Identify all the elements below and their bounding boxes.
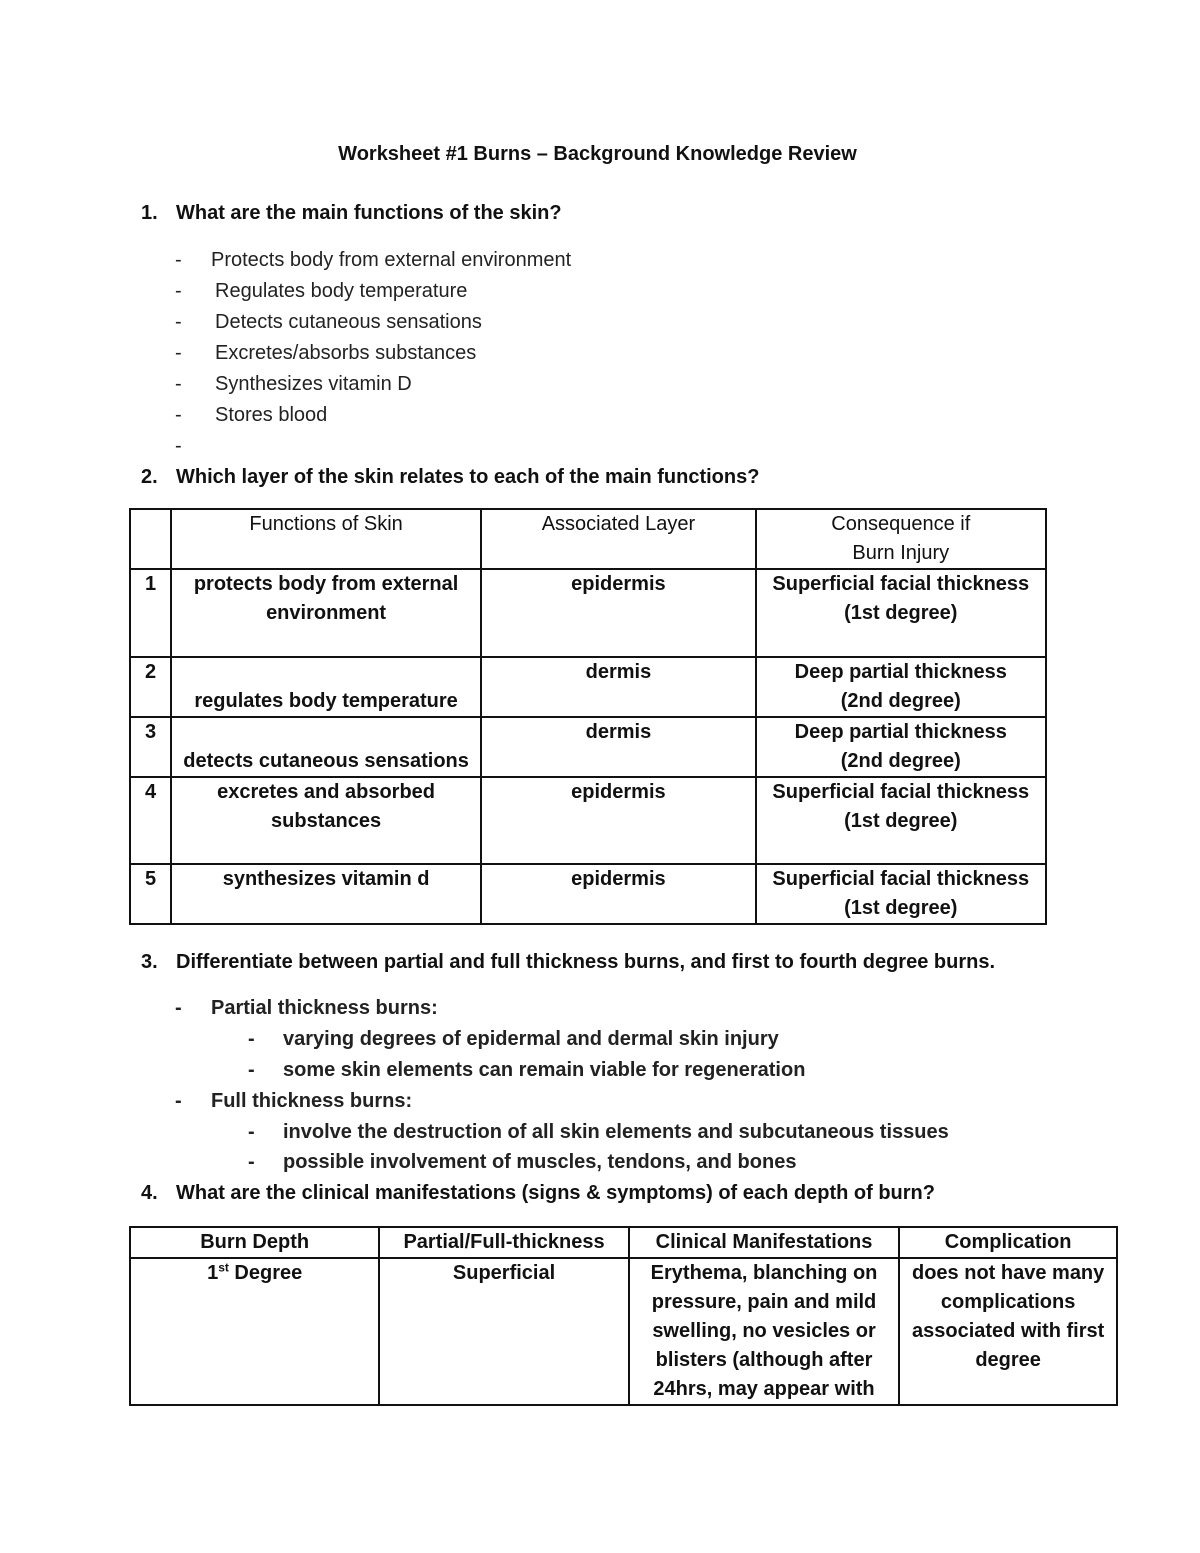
- table-row: [130, 569, 1046, 657]
- depth-cell: 1st Degree: [130, 1258, 379, 1405]
- consequence-cell: Deep partial thickness (2nd degree): [756, 717, 1046, 777]
- dash-bullet-icon: -: [248, 1151, 255, 1173]
- function-cell: excretes and absorbed substances: [171, 777, 481, 864]
- header-cell: Partial/Full-thickness: [379, 1227, 628, 1258]
- table-header-row: [130, 509, 1046, 569]
- function-cell: detects cutaneous sensations: [171, 717, 481, 777]
- question-number: 3.: [141, 951, 158, 973]
- table-row: [130, 1258, 1117, 1405]
- thickness-cell: Superficial: [379, 1258, 628, 1405]
- row-index: 4: [130, 777, 171, 864]
- header-cell: Associated Layer: [481, 509, 755, 569]
- page-title: Worksheet #1 Burns – Background Knowledge Review: [338, 143, 857, 165]
- question-text: What are the main functions of the skin?: [176, 202, 562, 224]
- table-row: [130, 717, 1046, 777]
- layer-cell: dermis: [481, 717, 755, 777]
- dash-bullet-icon: -: [248, 1121, 255, 1143]
- function-cell: protects body from external environment: [171, 569, 481, 657]
- question-text: Differentiate between partial and full thickness burns, and first to fourth degree burns.: [176, 951, 996, 973]
- row-index: 5: [130, 864, 171, 924]
- dash-bullet-icon: -: [175, 373, 182, 395]
- consequence-cell: Deep partial thickness (2nd degree): [756, 657, 1046, 717]
- table-header-row: [130, 1227, 1117, 1258]
- dash-bullet-icon: -: [175, 249, 182, 271]
- skin-functions-table: [129, 508, 1047, 925]
- question-1: [141, 202, 562, 225]
- layer-cell: epidermis: [481, 569, 755, 657]
- row-index: 2: [130, 657, 171, 717]
- dash-bullet-icon: -: [175, 1090, 182, 1112]
- complication-cell: does not have many complications associated with first degree: [899, 1258, 1117, 1405]
- header-cell: Consequence if Burn Injury: [756, 509, 1046, 569]
- question-4: [141, 1182, 935, 1205]
- consequence-cell: Superficial facial thickness (1st degree): [756, 569, 1046, 657]
- dash-bullet-icon: -: [175, 311, 182, 333]
- question-3: [141, 951, 995, 974]
- dash-bullet-icon: -: [175, 280, 182, 302]
- table-row: [130, 777, 1046, 864]
- burn-depth-table: [129, 1226, 1118, 1406]
- layer-cell: epidermis: [481, 777, 755, 864]
- header-cell: Complication: [899, 1227, 1117, 1258]
- header-cell: Burn Depth: [130, 1227, 379, 1258]
- consequence-cell: Superficial facial thickness (1st degree): [756, 777, 1046, 864]
- question-text: Which layer of the skin relates to each of the main functions?: [176, 466, 760, 488]
- layer-cell: epidermis: [481, 864, 755, 924]
- dash-bullet-icon: -: [175, 342, 182, 364]
- question-text: What are the clinical manifestations (signs & symptoms) of each depth of burn?: [176, 1182, 935, 1204]
- table-row: [130, 864, 1046, 924]
- question-number: 2.: [141, 466, 158, 488]
- question-number: 1.: [141, 202, 158, 224]
- dash-bullet-icon: -: [248, 1059, 255, 1081]
- dash-bullet-icon: -: [248, 1028, 255, 1050]
- header-cell: Functions of Skin: [171, 509, 481, 569]
- function-cell: synthesizes vitamin d: [171, 864, 481, 924]
- question-2: [141, 466, 759, 489]
- function-cell: regulates body temperature: [171, 657, 481, 717]
- header-cell: Clinical Manifestations: [629, 1227, 900, 1258]
- row-index: 3: [130, 717, 171, 777]
- question-number: 4.: [141, 1182, 158, 1204]
- dash-bullet-icon: -: [175, 435, 182, 457]
- table-row: [130, 657, 1046, 717]
- dash-bullet-icon: -: [175, 404, 182, 426]
- consequence-cell: Superficial facial thickness (1st degree): [756, 864, 1046, 924]
- layer-cell: dermis: [481, 657, 755, 717]
- manifestations-cell: Erythema, blanching on pressure, pain and mild swelling, no vesicles or blisters (although after 24hrs, may appear with: [629, 1258, 900, 1405]
- header-cell: [130, 509, 171, 569]
- row-index: 1: [130, 569, 171, 657]
- dash-bullet-icon: -: [175, 997, 182, 1019]
